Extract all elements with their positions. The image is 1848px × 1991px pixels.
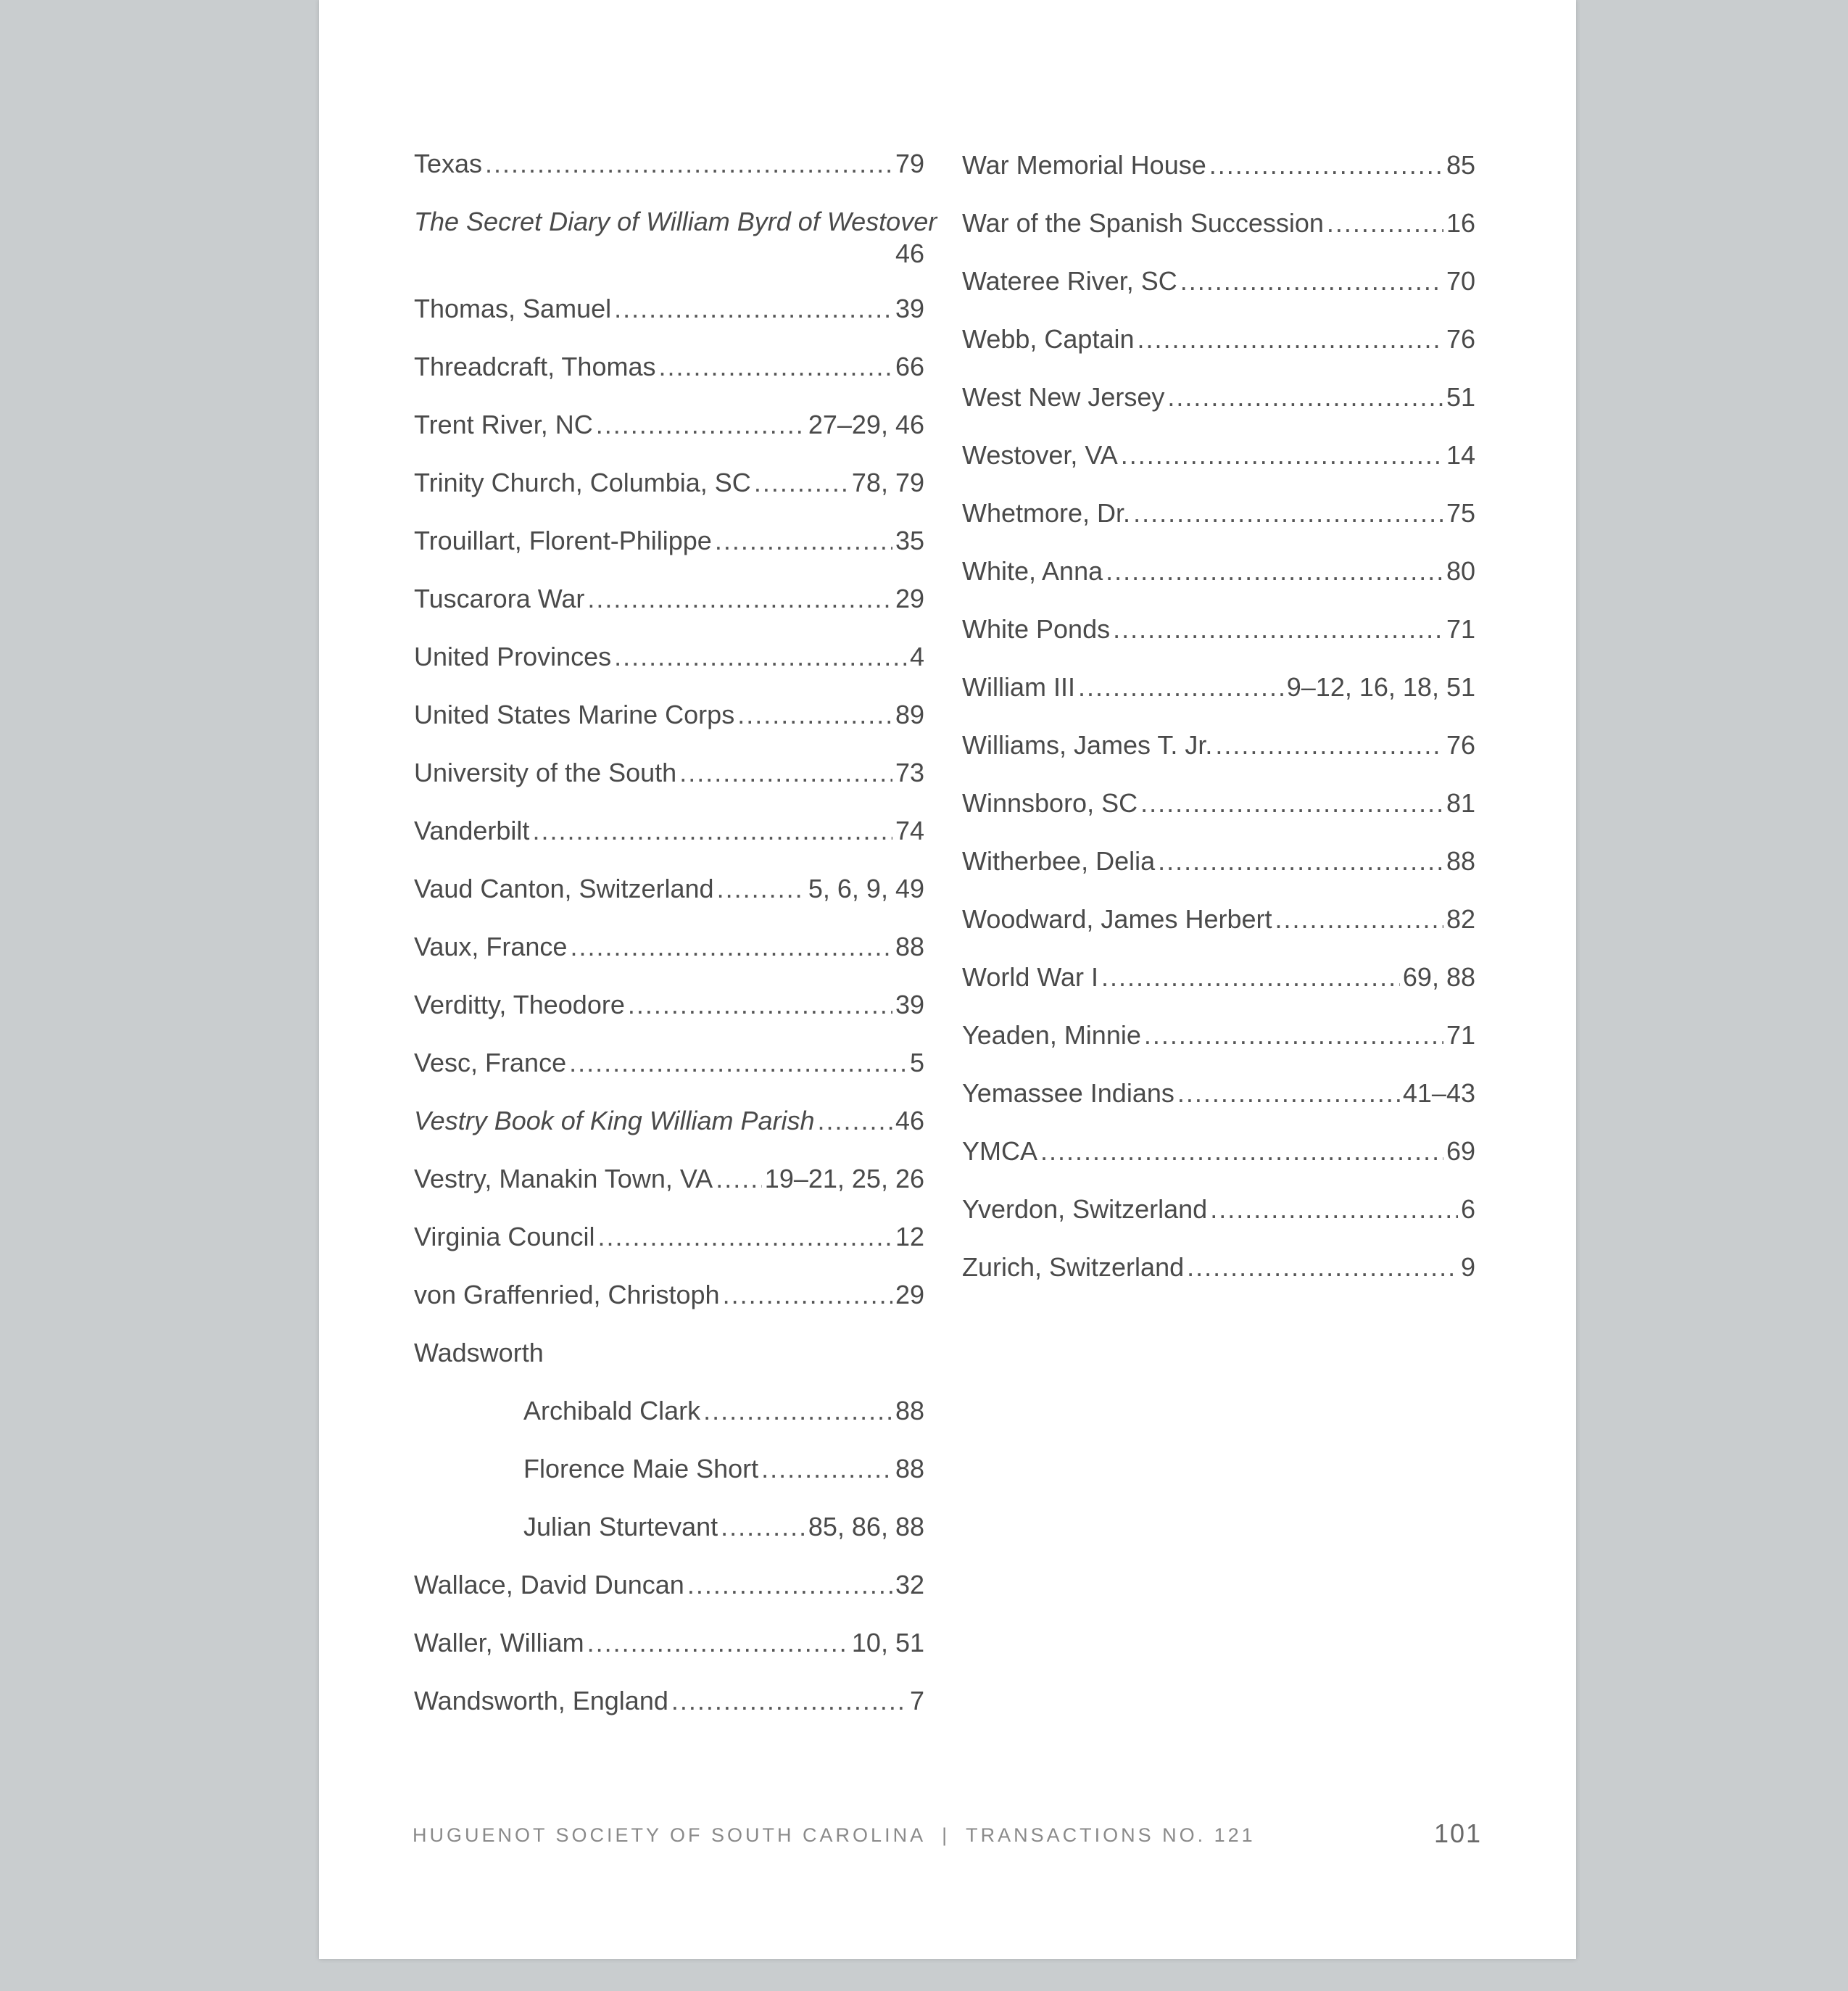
footer-society-name: HUGUENOT SOCIETY OF SOUTH CAROLINA (413, 1824, 927, 1846)
dot-leader (679, 757, 892, 789)
dot-leader (721, 1511, 805, 1543)
index-entry (962, 671, 1475, 729)
entry-label: von Graffenried, Christoph (414, 1280, 720, 1309)
dot-leader (569, 1047, 907, 1079)
index-entry (962, 323, 1475, 381)
entry-label: Williams, James T. Jr. (962, 730, 1213, 760)
entry-pages: 4 (909, 642, 924, 671)
entry-label: Vestry, Manakin Town, VA (414, 1164, 713, 1193)
entry-label: World War I (962, 962, 1099, 992)
entry-pages: 35 (895, 526, 924, 555)
entry-label: Westover, VA (962, 440, 1118, 470)
entry-pages: 88 (1446, 846, 1475, 876)
footer-separator: | (942, 1824, 950, 1846)
entry-label: The Secret Diary of William Byrd of Westover (414, 207, 937, 236)
running-footer (413, 1824, 1478, 1847)
dot-leader (1140, 787, 1443, 819)
entry-label: Threadcraft, Thomas (414, 352, 656, 381)
dot-leader (687, 1569, 892, 1601)
index-entry (414, 1685, 924, 1743)
entry-pages: 81 (1446, 788, 1475, 818)
entry-pages: 5, 6, 9, 49 (808, 874, 924, 903)
entry-label: Trouillart, Florent-Philippe (414, 526, 712, 555)
entry-label: YMCA (962, 1136, 1038, 1166)
dot-leader (1040, 1135, 1443, 1167)
index-entry (414, 1569, 924, 1627)
dot-leader (1158, 845, 1443, 877)
entry-pages: 41–43 (1402, 1078, 1475, 1108)
entry-pages: 76 (1446, 324, 1475, 354)
dot-leader (628, 989, 892, 1021)
entry-label: Vestry Book of King William Parish (414, 1106, 815, 1135)
dot-leader (1209, 149, 1443, 181)
dot-leader (703, 1395, 892, 1427)
entry-pages: 5 (909, 1048, 924, 1077)
index-entry (962, 381, 1475, 439)
dot-leader (1121, 439, 1443, 471)
entry-pages: 88 (895, 1454, 924, 1483)
entry-label: Zurich, Switzerland (962, 1252, 1185, 1282)
index-entry (414, 641, 924, 699)
index-entry (962, 497, 1475, 555)
entry-label: Vesc, France (414, 1048, 567, 1077)
entry-label: Wallace, David Duncan (414, 1570, 684, 1599)
dot-leader (1101, 961, 1400, 993)
dot-leader (587, 1627, 849, 1659)
dot-leader (1137, 323, 1443, 355)
index-entry (962, 1077, 1475, 1135)
entry-pages: 9 (1460, 1252, 1475, 1282)
index-entry (962, 903, 1475, 961)
dot-leader (671, 1685, 907, 1717)
entry-pages: 9–12, 16, 18, 51 (1286, 672, 1475, 702)
entry-pages: 12 (895, 1222, 924, 1251)
index-entry (962, 265, 1475, 323)
index-entry (962, 613, 1475, 671)
entry-label: Woodward, James Herbert (962, 904, 1272, 934)
dot-leader (1327, 207, 1443, 239)
entry-pages: 69, 88 (1402, 962, 1475, 992)
entry-label: Julian Sturtevant (523, 1512, 718, 1541)
index-entry (962, 1019, 1475, 1077)
dot-leader (1078, 671, 1284, 703)
entry-pages: 7 (909, 1686, 924, 1715)
dot-leader (658, 351, 892, 383)
entry-pages: 85, 86, 88 (808, 1512, 924, 1541)
index-entry (414, 1105, 924, 1163)
index-subentry (414, 1511, 924, 1569)
dot-leader (1210, 1193, 1458, 1225)
entry-label: United Provinces (414, 642, 612, 671)
dot-leader (614, 641, 907, 673)
entry-label: White Ponds (962, 614, 1111, 644)
index-entry (414, 148, 924, 206)
dot-leader (597, 1221, 892, 1253)
entry-pages: 51 (1446, 382, 1475, 412)
index-page (319, 0, 1576, 1959)
entry-pages: 29 (895, 1280, 924, 1309)
index-entry (414, 1221, 924, 1279)
dot-leader (1215, 729, 1443, 761)
entry-label: Yeaden, Minnie (962, 1020, 1141, 1050)
entry-label: Thomas, Samuel (414, 294, 612, 323)
entry-label: War of the Spanish Succession (962, 208, 1324, 238)
index-entry (962, 729, 1475, 787)
entry-pages: 85 (1446, 150, 1475, 180)
dot-leader (1106, 555, 1443, 587)
dot-leader (1180, 265, 1443, 297)
dot-leader (716, 1163, 762, 1195)
entry-pages: 89 (895, 700, 924, 729)
index-entry (414, 525, 924, 583)
dot-leader (818, 1105, 892, 1137)
entry-pages: 88 (895, 932, 924, 961)
entry-label: Winnsboro, SC (962, 788, 1138, 818)
entry-label: Yverdon, Switzerland (962, 1194, 1208, 1224)
dot-leader (761, 1453, 892, 1485)
entry-label: Whetmore, Dr. (962, 498, 1131, 528)
entry-pages: 78, 79 (851, 468, 924, 497)
entry-label: Webb, Captain (962, 324, 1135, 354)
entry-pages: 88 (895, 1396, 924, 1425)
dot-leader (587, 583, 892, 615)
entry-pages: 10, 51 (851, 1628, 924, 1657)
entry-label: Archibald Clark (523, 1396, 701, 1425)
index-entry (414, 1337, 924, 1395)
entry-pages: 71 (1446, 614, 1475, 644)
index-entry (414, 467, 924, 525)
entry-pages: 32 (895, 1570, 924, 1599)
entry-label: Texas (414, 149, 483, 178)
dot-leader (614, 293, 892, 325)
entry-label: United States Marine Corps (414, 700, 735, 729)
index-entry (414, 931, 924, 989)
index-entry (962, 439, 1475, 497)
entry-pages: 6 (1460, 1194, 1475, 1224)
dot-leader (570, 931, 892, 963)
entry-pages: 46 (895, 1106, 924, 1135)
entry-pages: 80 (1446, 556, 1475, 586)
entry-pages: 29 (895, 584, 924, 613)
index-entry (962, 845, 1475, 903)
dot-leader (1167, 381, 1443, 413)
entry-label: William III (962, 672, 1075, 702)
index-entry (414, 583, 924, 641)
footer-transactions: TRANSACTIONS NO. 121 (966, 1824, 1256, 1846)
entry-label: Verditty, Theodore (414, 990, 625, 1019)
entry-label: Florence Maie Short (523, 1454, 759, 1483)
index-entry (414, 409, 924, 467)
index-entry (414, 293, 924, 351)
entry-label: Tuscarora War (414, 584, 585, 613)
entry-pages: 39 (895, 294, 924, 323)
index-subentry (414, 1395, 924, 1453)
index-entry (414, 1047, 924, 1105)
entry-label: Trent River, NC (414, 410, 593, 439)
dot-leader (723, 1279, 892, 1311)
dot-leader (596, 409, 805, 441)
index-entry (414, 873, 924, 931)
entry-pages: 70 (1446, 266, 1475, 296)
index-entry (962, 1251, 1475, 1309)
entry-pages: 76 (1446, 730, 1475, 760)
entry-pages: 39 (895, 990, 924, 1019)
entry-pages: 82 (1446, 904, 1475, 934)
index-entry (414, 699, 924, 757)
entry-pages: 27–29, 46 (808, 410, 924, 439)
index-entry (414, 1627, 924, 1685)
index-entry (962, 1135, 1475, 1193)
index-entry (962, 961, 1475, 1019)
index-entry (414, 1279, 924, 1337)
index-entry (414, 206, 937, 293)
entry-pages: 71 (1446, 1020, 1475, 1050)
entry-label: Yemassee Indians (962, 1078, 1174, 1108)
index-entry (962, 555, 1475, 613)
entry-pages: 16 (1446, 208, 1475, 238)
index-entry (414, 757, 924, 815)
entry-label: Wadsworth (414, 1338, 544, 1367)
entry-pages: 73 (895, 758, 924, 787)
entry-label: Waller, William (414, 1628, 584, 1657)
index-column-left (414, 148, 937, 1743)
dot-leader (1144, 1019, 1443, 1051)
index-entry (414, 351, 924, 409)
dot-leader (715, 525, 892, 557)
index-entry (414, 989, 924, 1047)
index-entry (962, 149, 1475, 207)
entry-label: Vaux, France (414, 932, 568, 961)
dot-leader (737, 699, 892, 731)
index-subentry (414, 1453, 924, 1511)
index-entry (962, 207, 1475, 265)
page-number: 101 (1434, 1818, 1483, 1848)
entry-label: Vaud Canton, Switzerland (414, 874, 714, 903)
entry-label: Trinity Church, Columbia, SC (414, 468, 751, 497)
entry-pages: 69 (1446, 1136, 1475, 1166)
index-entry (962, 1193, 1475, 1251)
dot-leader (1275, 903, 1443, 935)
dot-leader (485, 148, 892, 180)
entry-label: University of the South (414, 758, 677, 787)
dot-leader (1133, 497, 1443, 529)
dot-leader (1187, 1251, 1458, 1283)
entry-pages: 74 (895, 816, 924, 845)
entry-label: Virginia Council (414, 1222, 595, 1251)
entry-label: White, Anna (962, 556, 1103, 586)
entry-pages: 79 (895, 149, 924, 178)
index-entry (962, 787, 1475, 845)
dot-leader (717, 873, 805, 905)
entry-label: War Memorial House (962, 150, 1206, 180)
index-entry (414, 1163, 924, 1221)
dot-leader (532, 815, 892, 847)
entry-pages: 46 (895, 239, 924, 268)
entry-label: Vanderbilt (414, 816, 530, 845)
entry-label: Witherbee, Delia (962, 846, 1156, 876)
index-entry (414, 815, 924, 873)
entry-label: Wandsworth, England (414, 1686, 668, 1715)
dot-leader (1113, 613, 1443, 645)
entry-pages: 75 (1446, 498, 1475, 528)
index-column-right (962, 149, 1475, 1309)
entry-pages: 14 (1446, 440, 1475, 470)
entry-pages: 19–21, 25, 26 (764, 1164, 924, 1193)
dot-leader (754, 467, 849, 499)
entry-label: Wateree River, SC (962, 266, 1177, 296)
dot-leader (1177, 1077, 1400, 1109)
entry-label: West New Jersey (962, 382, 1165, 412)
entry-pages: 66 (895, 352, 924, 381)
